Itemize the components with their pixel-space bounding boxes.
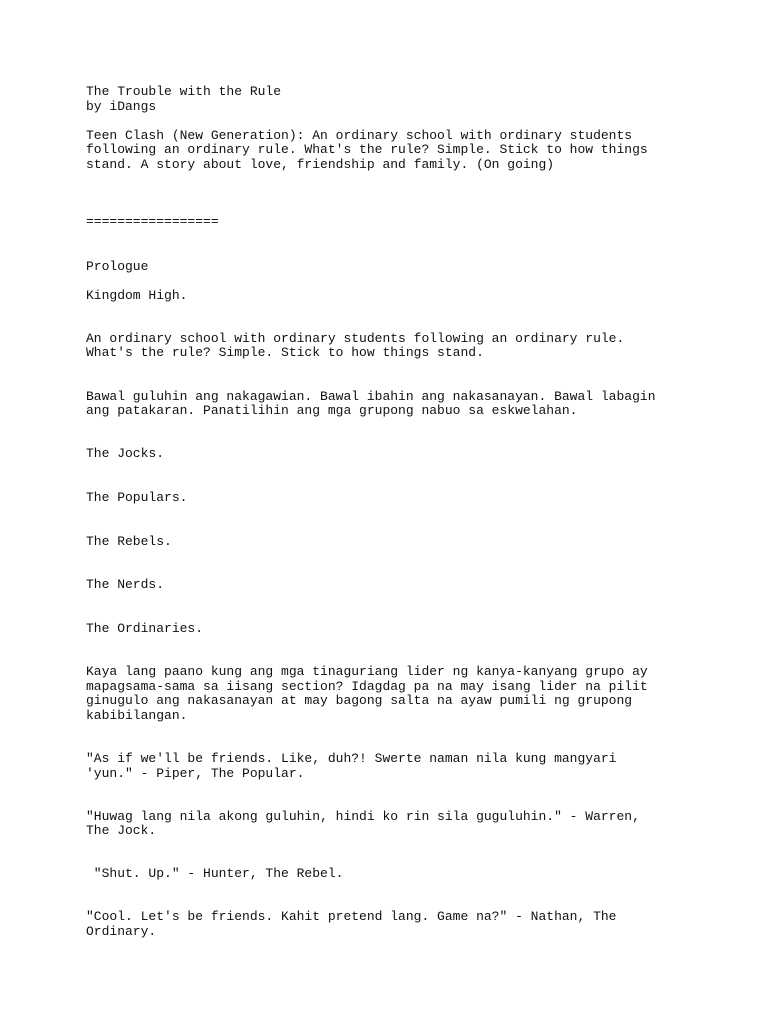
- summary-line: stand. A story about love, friendship and family. (On going): [86, 157, 555, 172]
- paragraph-line: Kaya lang paano kung ang mga tinaguriang lider ng kanya-kanyang grupo ay: [86, 664, 648, 679]
- quote-line: "Shut. Up." - Hunter, The Rebel.: [86, 866, 344, 881]
- school-name: Kingdom High.: [86, 288, 188, 303]
- group-item: The Nerds.: [86, 577, 165, 592]
- quote-line: Ordinary.: [86, 924, 157, 939]
- paragraph-line: ginugulo ang nakasanayan at may bagong salta na ayaw pumili ng grupong: [86, 693, 633, 708]
- prologue-heading: Prologue: [86, 259, 149, 274]
- paragraph-line: An ordinary school with ordinary students following an ordinary rule.: [86, 331, 625, 346]
- quote-line: "Cool. Let's be friends. Kahit pretend lang. Game na?" - Nathan, The: [86, 909, 617, 924]
- quote-line: 'yun." - Piper, The Popular.: [86, 766, 305, 781]
- group-item: The Rebels.: [86, 534, 172, 549]
- section-separator: =================: [86, 214, 219, 229]
- paragraph-line: ang patakaran. Panatilihin ang mga grupong nabuo sa eskwelahan.: [86, 403, 578, 418]
- group-item: The Ordinaries.: [86, 621, 204, 636]
- group-item: The Jocks.: [86, 446, 165, 461]
- story-title: The Trouble with the Rule: [86, 84, 282, 99]
- paragraph-line: kabibilangan.: [86, 708, 188, 723]
- summary-line: following an ordinary rule. What's the rule? Simple. Stick to how things: [86, 142, 648, 157]
- paragraph-line: What's the rule? Simple. Stick to how things stand.: [86, 345, 484, 360]
- paragraph-line: Bawal guluhin ang nakagawian. Bawal ibahin ang nakasanayan. Bawal labagin: [86, 389, 656, 404]
- quote-line: The Jock.: [86, 823, 157, 838]
- quote-line: "Huwag lang nila akong guluhin, hindi ko rin sila guguluhin." - Warren,: [86, 809, 640, 824]
- paragraph-line: mapagsama-sama sa iisang section? Idagdag pa na may isang lider na pilit: [86, 679, 648, 694]
- summary-line: Teen Clash (New Generation): An ordinary school with ordinary students: [86, 128, 633, 143]
- story-byline: by iDangs: [86, 99, 157, 114]
- group-item: The Populars.: [86, 490, 188, 505]
- quote-line: "As if we'll be friends. Like, duh?! Swerte naman nila kung mangyari: [86, 751, 617, 766]
